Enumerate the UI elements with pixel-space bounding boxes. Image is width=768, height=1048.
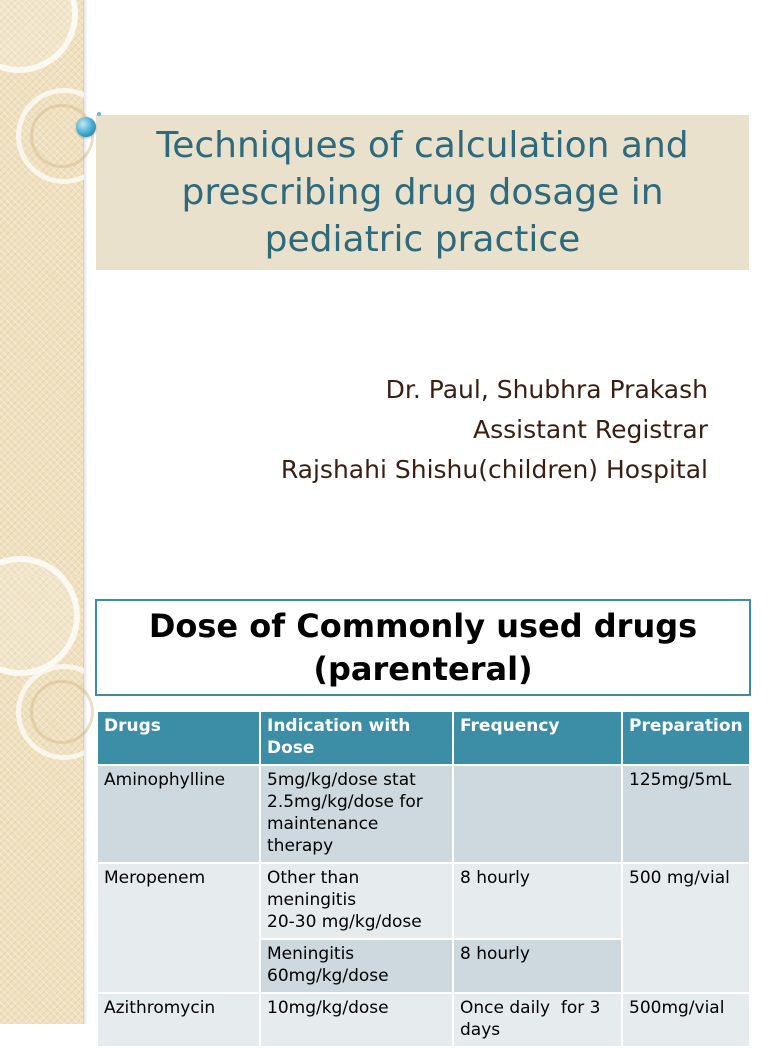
decorative-ring [0, 0, 78, 73]
cell-indication: Meningitis 60mg/kg/dose [260, 939, 453, 993]
decorative-side-strip [0, 0, 84, 576]
cell-frequency: 8 hourly [453, 939, 622, 993]
bullet-dot-icon [97, 112, 101, 116]
side-strip-shadow [84, 576, 88, 1024]
table-header-row [97, 711, 750, 765]
cell-preparation: 500mg/vial [622, 993, 750, 1047]
cell-frequency: Once daily for 3 days [453, 993, 622, 1047]
header-drugs: Drugs [97, 711, 260, 765]
table-row [97, 863, 750, 939]
slide-heading [149, 605, 697, 691]
cell-drug: Azithromycin [97, 993, 260, 1047]
drug-dose-table [96, 710, 751, 1048]
heading-line-2: (parenteral) [313, 649, 533, 688]
cell-indication: Other than meningitis 20-30 mg/kg/dose [260, 863, 453, 939]
author-block [281, 370, 708, 490]
table-row [97, 765, 750, 863]
header-frequency: Frequency [453, 711, 622, 765]
cell-preparation: 500 mg/vial [622, 863, 750, 993]
blue-orb-icon [76, 117, 96, 137]
heading-line-1: Dose of Commonly used drugs [148, 606, 698, 645]
cell-frequency [453, 765, 622, 863]
title-box [96, 115, 749, 270]
author-name: Dr. Paul, Shubhra Prakash [385, 375, 708, 404]
header-indication: Indication with Dose [260, 711, 453, 765]
author-position: Assistant Registrar [473, 415, 708, 444]
author-hospital: Rajshahi Shishu(children) Hospital [280, 455, 708, 484]
cell-preparation: 125mg/5mL [622, 765, 750, 863]
decorative-side-strip [0, 576, 84, 1024]
heading-box [95, 599, 751, 696]
slide-title: Techniques of calculation and prescribing drug dosage in pediatric practice [156, 125, 689, 260]
cell-drug: Aminophylline [97, 765, 260, 863]
header-preparation: Preparation [622, 711, 750, 765]
cell-indication: 10mg/kg/dose [260, 993, 453, 1047]
cell-drug: Meropenem [97, 863, 260, 993]
table-row [97, 993, 750, 1047]
cell-frequency: 8 hourly [453, 863, 622, 939]
cell-indication: 5mg/kg/dose stat 2.5mg/kg/dose for maintenance therapy [260, 765, 453, 863]
dose-slide [0, 576, 768, 1040]
side-strip-shadow [84, 0, 88, 576]
